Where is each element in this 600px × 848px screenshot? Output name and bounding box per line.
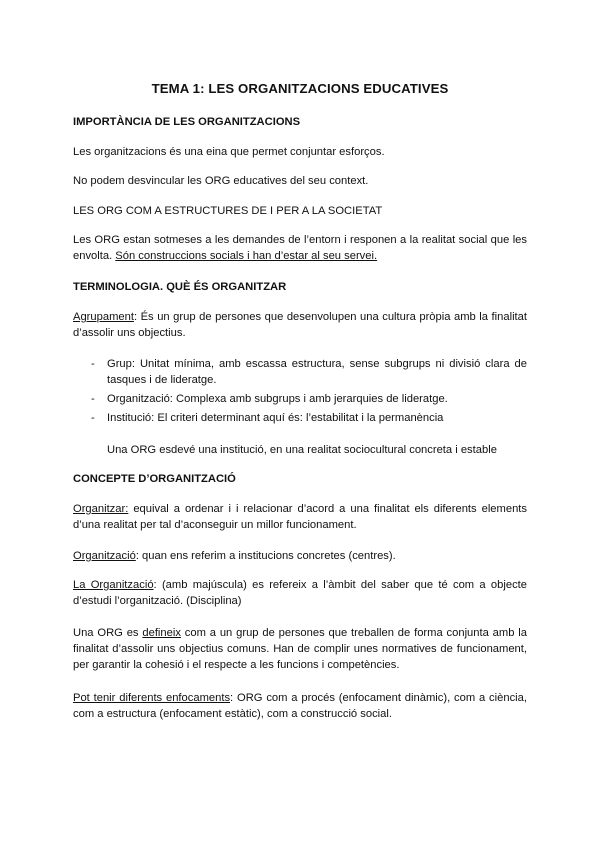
list-item xyxy=(91,391,527,407)
paragraph xyxy=(73,625,527,673)
underlined-text: Són construccions socials i han d’estar al seu servei. xyxy=(115,250,378,262)
paragraph xyxy=(73,577,527,609)
list-bullet: - xyxy=(91,393,95,405)
list-item-text: Grup: Unitat mínima, amb escassa estructura, sense subgrups ni divisió clara de tasques i de lideratge. xyxy=(107,358,527,386)
paragraph: No podem desvincular les ORG educatives del seu context. xyxy=(73,175,369,187)
paragraph-text: equival a ordenar i i relacionar d’acord a una finalitat els diferents elements d’una realitat per tal d’aconseguir un millor funcionament. xyxy=(73,503,527,531)
paragraph: Les organitzacions és una eina que permet conjuntar esforços. xyxy=(73,146,385,158)
term-organitzacio: Organització xyxy=(73,550,136,562)
paragraph xyxy=(73,548,396,564)
note-paragraph: Una ORG esdevé una institució, en una realitat sociocultural concreta i estable xyxy=(107,444,497,456)
section-heading-concepte: CONCEPTE D’ORGANITZACIÓ xyxy=(73,473,236,485)
term-organitzar: Organitzar: xyxy=(73,503,129,515)
list-bullet: - xyxy=(91,412,95,424)
section-heading-importancia: IMPORTÀNCIA DE LES ORGANITZACIONS xyxy=(73,116,301,128)
paragraph-text: : És un grup de persones que desenvolupen una cultura pròpia amb la finalitat d’assolir uns objectius. xyxy=(73,311,527,339)
paragraph-text: Una ORG es xyxy=(73,627,143,639)
paragraph-text: : (amb majúscula) es refereix a l’àmbit del saber que té com a objecte d’estudi l’organització. (Disciplina) xyxy=(73,579,528,607)
paragraph: LES ORG COM A ESTRUCTURES DE I PER A LA SOCIETAT xyxy=(73,205,383,217)
document-title: TEMA 1: LES ORGANITZACIONS EDUCATIVES xyxy=(151,81,449,96)
paragraph-text: : ORG com a procés (enfocament dinàmic), com a ciència, com a estructura (enfocament estàtic), com a construcció social. xyxy=(73,692,527,720)
paragraph xyxy=(73,501,527,533)
list-bullet: - xyxy=(91,358,95,370)
list-item xyxy=(91,356,527,388)
paragraph-text: : quan ens referim a institucions concretes (centres). xyxy=(135,550,396,562)
term-defineix: defineix xyxy=(142,627,181,639)
term-agrupament: Agrupament xyxy=(73,311,134,323)
term-la-organitzacio: La Organització xyxy=(73,579,154,591)
section-heading-terminologia: TERMINOLOGIA. QUÈ ÉS ORGANITZAR xyxy=(73,281,287,293)
list-item-text: Institució: El criteri determinant aquí és: l’estabilitat i la permanència xyxy=(107,412,444,424)
paragraph-text: Les ORG estan sotmeses a les demandes de l’entorn i responen a la realitat social que les envolta. xyxy=(73,234,527,262)
paragraph-text: com a un grup de persones que treballen de forma conjunta amb la finalitat d’assolir uns objectius comuns. Han de complir unes normatives de funcionament, per garantir la cohesió i el respecte a les funcions i competències. xyxy=(73,627,527,671)
list-item-text: Organització: Complexa amb subgrups i amb jerarquies de lideratge. xyxy=(107,393,448,405)
list-item xyxy=(91,410,527,426)
paragraph xyxy=(73,690,527,722)
paragraph xyxy=(73,232,527,264)
term-enfocaments: Pot tenir diferents enfocaments xyxy=(73,692,231,704)
paragraph xyxy=(73,309,527,341)
